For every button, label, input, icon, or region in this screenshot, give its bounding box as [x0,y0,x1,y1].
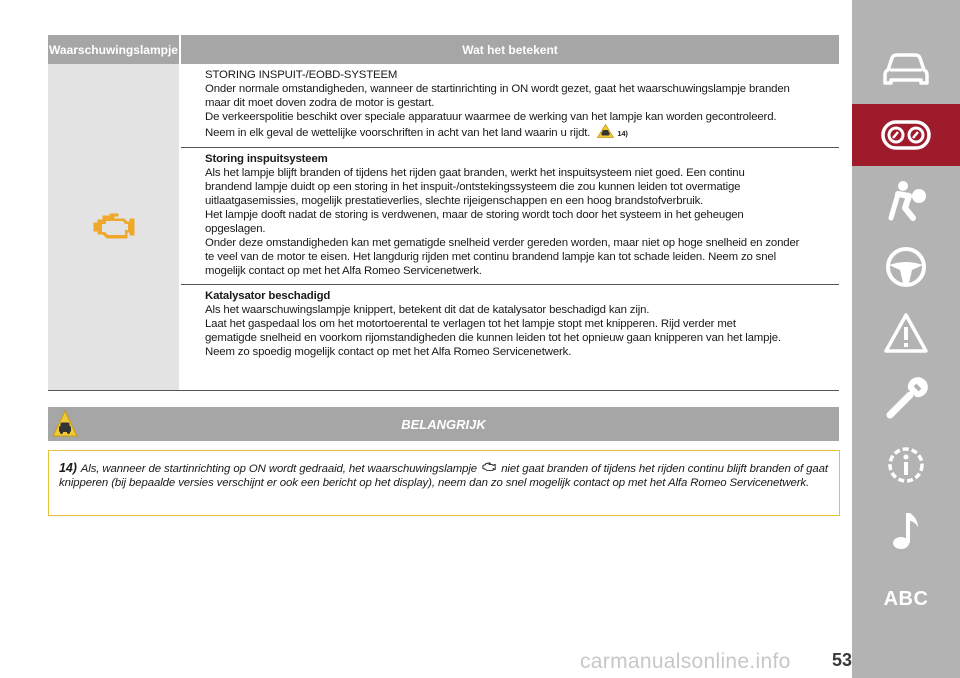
steering-wheel-icon [884,245,928,289]
caution-car-icon [597,124,614,138]
text-line: Laat het gaspedaal los om het motortoerental te verlagen tot het lampje stopt met knipperen. Rijd verder met [205,318,736,330]
important-header [48,407,839,441]
nav-dashboard[interactable] [852,104,960,166]
section-title: Storing inspuitsysteem [205,153,328,165]
text-line: Neem zo spoedig mogelijk contact op met het Alfa Romeo Servicenetwerk. [205,346,572,358]
text-line-content: Neem in elk geval de wettelijke voorschriften in acht van het land waarin u rijdt. [205,127,591,139]
nav-technical-data[interactable] [852,434,960,496]
section-catalyst-damaged [181,284,839,365]
note-text: Als, wanneer de startinrichting op ON wordt gedraaid, het waarschuwingslampje [80,463,478,475]
text-line: uitlaatgasemissies, mogelijk prestatieverlies, slechte rijeigenschappen en een hoog brandstofverbruik. [205,195,704,207]
engine-check-icon [482,462,496,472]
text-line: te veel van de motor te eisen. Het langdurig rijden met continu brandend lampje kan tot schade leiden. Neem zo snel [205,251,776,263]
index-label: ABC [883,587,929,610]
nav-starting-driving[interactable] [852,236,960,298]
text-line [205,124,839,141]
text-line: Het lampje dooft nadat de storing is verdwenen, maar de storing wordt toch door het systeem in het geheugen [205,209,744,221]
text-line: Als het waarschuwingslampje knippert, betekent dit dat de katalysator beschadigd kan zijn. [205,304,650,316]
nav-emergency[interactable] [852,302,960,364]
text-line: De verkeerspolitie beschikt over speciale apparatuur waarmee de werking van het lampje kan worden gecontroleerd. [205,111,777,123]
nav-maintenance[interactable] [852,368,960,430]
section-injection-fault [181,147,839,284]
text-line: maar dit moet doven zodra de motor is gestart. [205,97,435,109]
nav-index[interactable] [852,568,960,630]
dashboard-gauges-icon [881,120,931,150]
note-text: niet gaat branden of tijdens het rijden continu blijft branden of gaat knipperen (bij bepaalde versies verschijnt er ook een bericht op het display), neem dan zo snel mogelijk contact op met het Alfa Romeo Servicenetwerk. [59,463,828,489]
warning-light-table [48,35,839,391]
info-gear-icon [882,441,930,489]
section-eobd [181,64,839,147]
text-line: opgeslagen. [205,223,266,235]
important-note [48,450,840,516]
table-row [48,64,839,391]
warning-triangle-icon [883,312,929,354]
section-title: Katalysator beschadigd [205,290,331,302]
meaning-cell [181,64,839,390]
table-header [48,35,839,64]
chapter-nav [852,0,960,678]
header-warning-lamp: Waarschuwingslampje [49,42,178,57]
page-number: 53 [831,650,852,670]
important-title: BELANGRIJK [401,416,486,432]
music-note-icon [888,509,924,553]
airbag-passenger-icon [883,178,929,224]
nav-multimedia[interactable] [852,500,960,562]
lamp-cell [48,64,181,390]
watermark-url: carmanualsonline.info [580,650,791,673]
footnote-number: 14) [59,461,77,475]
nav-safety[interactable] [852,170,960,232]
engine-check-icon [92,211,136,243]
nav-car[interactable] [852,38,960,100]
text-line: Als het lampje blijft branden of tijdens het rijden gaat branden, werkt het inspuitsysteem niet goed. Een continu [205,167,745,179]
caution-car-icon [52,410,78,437]
text-line: Onder normale omstandigheden, wanneer de startinrichting in ON wordt gezet, gaat het waarschuwingslampje branden [205,83,790,95]
text-line: Onder deze omstandigheden kan met gematigde snelheid verder gereden worden, maar niet op hoge snelheid en zonder [205,237,800,249]
text-line: mogelijk contact op met het Alfa Romeo Servicenetwerk. [205,265,482,277]
text-line: brandend lampje duidt op een storing in het inspuit-/ontstekingssysteem die zou kunnen leiden tot overmatige [205,181,741,193]
footnote-ref[interactable]: 14) [617,129,628,138]
header-meaning: Wat het betekent [179,35,839,64]
text-line: gematigde snelheid en voorkom rijomstandigheden die kunnen leiden tot het opnieuw gaan knipperen van het lampje. [205,332,781,344]
car-icon [882,50,930,88]
section-title: STORING INSPUIT-/EOBD-SYSTEEM [205,69,398,81]
wrench-icon [884,377,928,421]
